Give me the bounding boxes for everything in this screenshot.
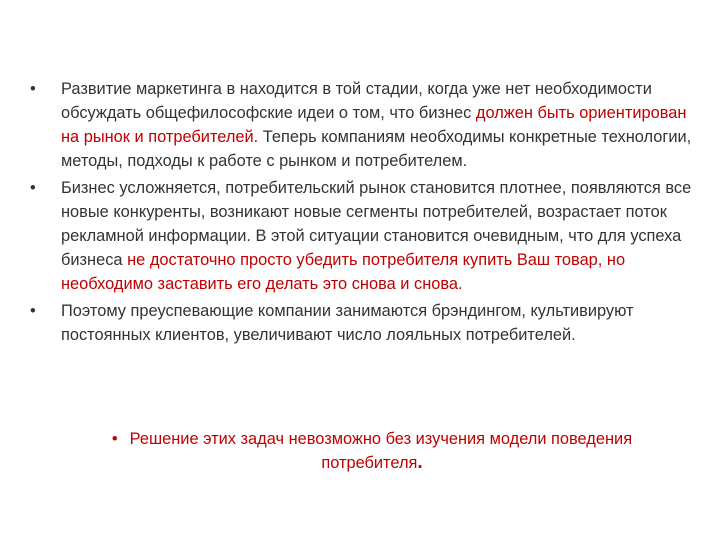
bullet-dot-icon: • xyxy=(30,179,36,197)
bullet-1-text: Развитие маркетинга в находится в той стадии, когда уже нет необходимости обсуждать общефилософские идеи о том, что бизнес xyxy=(61,80,652,122)
bullet-item-2 xyxy=(30,176,702,296)
bullet-2-highlight: не достаточно просто убедить потребителя купить Ваш товар, но необходимо заставить его делать это снова и снова. xyxy=(61,251,626,293)
bullet-1-text-continued: Теперь компаниям необходимы конкретные технологии, методы, подходы к работе с рынком и потребителем. xyxy=(61,128,692,170)
final-statement-text: Решение этих задач невозможно без изучения модели поведения потребителя xyxy=(129,430,633,472)
final-statement-period: . xyxy=(417,452,423,473)
bullet-dot-icon: • xyxy=(111,430,118,448)
bullet-item-1 xyxy=(30,77,702,173)
bullet-list xyxy=(30,77,702,347)
bullet-3-text: Поэтому преуспевающие компании занимаются брэндингом, культивируют постоянных клиентов, увеличивают число лояльных потребителей. xyxy=(61,302,634,344)
bullet-dot-icon: • xyxy=(30,80,36,98)
bullet-2-text: Бизнес усложняется, потребительский рынок становится плотнее, появляются все новые конкуренты, возникают новые сегменты потребителей, возрастает поток рекламной информации. В этой ситуации становится очевидным, что для успеха бизнеса xyxy=(61,179,692,269)
bullet-dot-icon: • xyxy=(30,302,36,320)
bullet-1-highlight: должен быть ориентирован на рынок и потребителей. xyxy=(61,104,687,146)
bullet-item-3 xyxy=(30,299,702,347)
final-statement xyxy=(62,427,682,475)
